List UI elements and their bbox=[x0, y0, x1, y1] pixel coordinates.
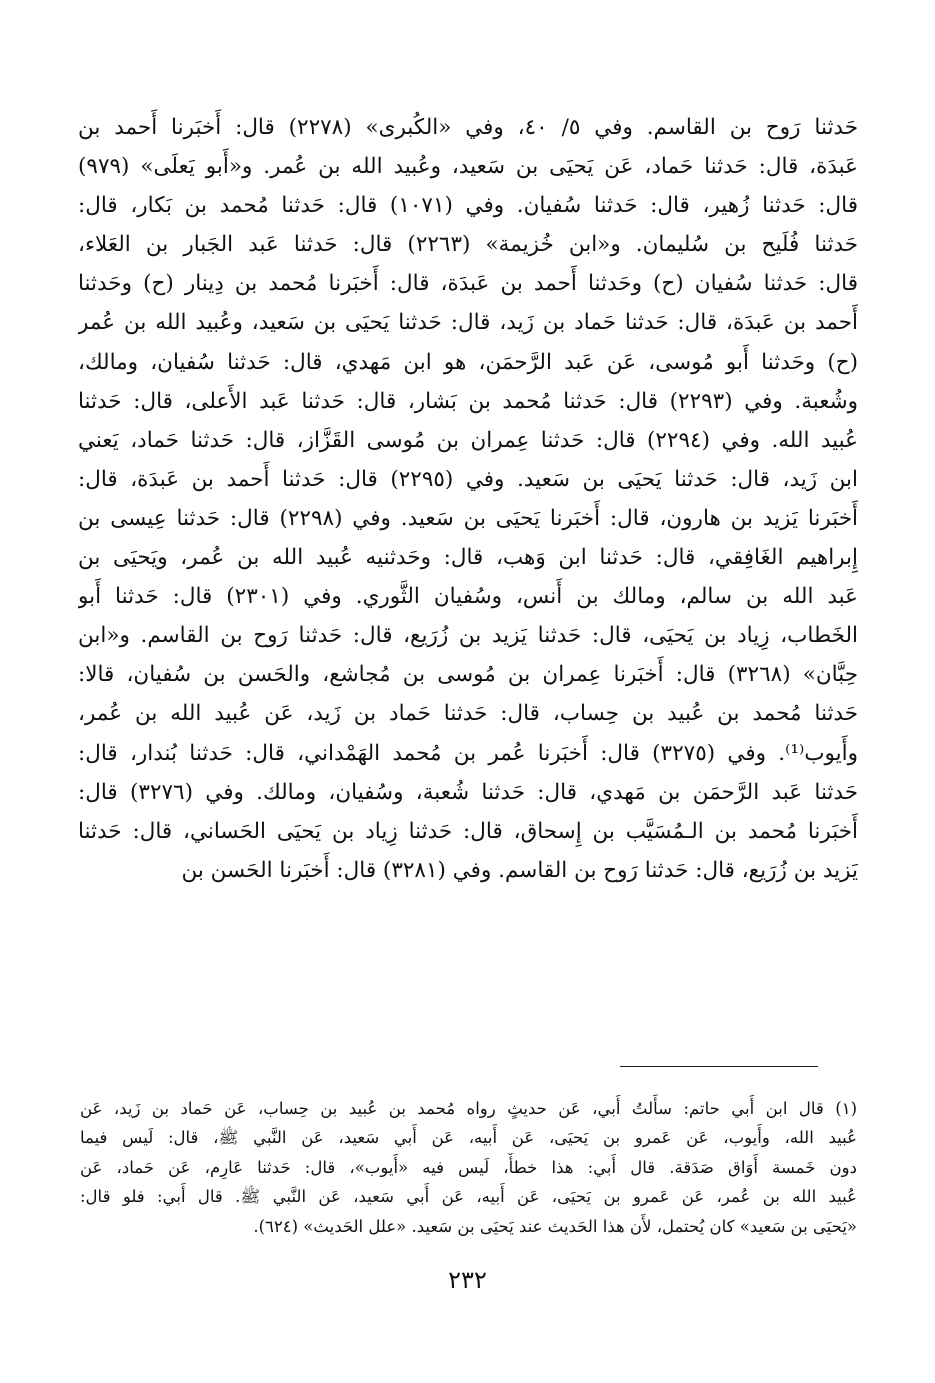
text-line: الخَطاب، زِياد بن يَحيَى، قال: حَدثنا يَزيد بن زُرَيع، قال: حَدثنا رَوح بن القاسم. و«ابن bbox=[78, 623, 858, 649]
text-line: عَبد الله بن سالم، ومالك بن أَنس، وسُفيان الثَّوري. وفي (٢٣٠١) قال: حَدثنا أَبو bbox=[78, 584, 858, 610]
text-line: وشُعبة. وفي (٢٢٩٣) قال: حَدثنا مُحمد بن بَشار، قال: حَدثنا عَبد الأَعلى، قال: حَدثنا bbox=[78, 388, 858, 414]
text-line: حِبَّان» (٣٢٦٨) قال: أَخبَرنا عِمران بن مُوسى بن مُجاشع، والحَسن بن سُفيان، قالا: bbox=[78, 662, 858, 688]
main-text bbox=[78, 108, 858, 890]
text-line: وأَيوب⁽¹⁾. وفي (٣٢٧٥) قال: أَخبَرنا عُمر بن مُحمد الهَمْداني، قال: حَدثنا بُندار، قال: bbox=[78, 740, 858, 766]
text-line: قال: حَدثنا زُهير، قال: حَدثنا سُفيان. وفي (١٠٧١) قال: حَدثنا مُحمد بن بَكار، قال: bbox=[78, 193, 858, 219]
text-line: يَزيد بن زُرَيع، قال: حَدثنا رَوح بن القاسم. وفي (٣٢٨١) قال: أَخبَرنا الحَسن بن bbox=[181, 857, 858, 883]
text-line: أَخبَرنا مُحمد بن الـمُسَيَّب بن إِسحاق، قال: حَدثنا زِياد بن يَحيَى الحَساني، قال: حَدثنا bbox=[78, 818, 858, 844]
text-line: حَدثنا عَبد الرَّحمَن بن مَهدي، قال: حَدثنا شُعبة، وسُفيان، ومالك. وفي (٣٢٧٦) قال: bbox=[78, 779, 858, 805]
text-line: عَبدَة، قال: حَدثنا حَماد، عَن يَحيَى بن سَعيد، وعُبيد الله بن عُمر. و«أَبو يَعلَى» (٩٧٩) bbox=[78, 154, 858, 180]
text-line: عُبيد الله. وفي (٢٢٩٤) قال: حَدثنا عِمران بن مُوسى القَزَّاز، قال: حَدثنا حَماد، يَعني bbox=[78, 427, 858, 453]
text-line: إِبراهيم الغَافِقي، قال: حَدثنا ابن وَهب، قال: وحَدثنيه عُبيد الله بن عُمر، ويَحيَى بن bbox=[78, 545, 858, 571]
footnote-line: دون خَمسة أَوَاق صَدَقة. قال أَبي: هذا خطأٌ، لَيس فيه «أَيوب»، قال: حَدثنا عَارِم، عَن حَماد، عَن bbox=[80, 1157, 857, 1177]
text-line: قال: حَدثنا سُفيان (ح) وحَدثنا أَحمد بن عَبدَة، قال: أَخبَرنا مُحمد بن دِينار (ح) وحَدثنا bbox=[78, 271, 858, 297]
footnote-line: (١) قال ابن أَبي حاتم: سأَلتُ أَبي، عَن حديثٍ رواه مُحمد بن عُبيد بن حِساب، عَن حَماد بن زَيد، عَن bbox=[80, 1099, 857, 1118]
text-line: ابن زَيد، قال: حَدثنا يَحيَى بن سَعيد. وفي (٢٢٩٥) قال: حَدثنا أَحمد بن عَبدَة، قال: bbox=[78, 466, 858, 492]
footnotes bbox=[80, 1094, 857, 1241]
text-line: أَخبَرنا يَزيد بن هارون، قال: أَخبَرنا يَحيَى بن سَعيد. وفي (٢٢٩٨) قال: حَدثنا عِيسى بن bbox=[78, 505, 858, 531]
text-line: حَدثنا رَوح بن القاسم. وفي ٥/ ٤٠، وفي «الكُبرى» (٢٢٧٨) قال: أَخبَرنا أَحمد بن bbox=[78, 115, 858, 140]
text-line: حَدثنا مُحمد بن عُبيد بن حِساب، قال: حَدثنا حَماد بن زَيد، عَن عُبيد الله بن عُمر، bbox=[78, 701, 858, 727]
text-line: (ح) وحَدثنا أَبو مُوسى، عَن عَبد الرَّحمَن، هو ابن مَهدي، قال: حَدثنا سُفيان، ومالك، bbox=[78, 349, 858, 375]
footnote-line: عُبيد الله بن عُمر، عَن عَمرو بن يَحيَى، عَن أَبيه، عَن أَبي سَعيد، عَن النَّبي ﷺ. قال أَبي: فلو قال: bbox=[80, 1187, 857, 1207]
footnote-line: «يَحيَى بن سَعيد» كان يُحتمل، لأَن هذا الحَديث عند يَحيَى بن سَعيد. «علل الحَديث» (٦٢٤). bbox=[253, 1216, 857, 1236]
text-line: حَدثنا فُلَيح بن سُليمان. و«ابن خُزيمة» (٢٢٦٣) قال: حَدثنا عَبد الجَبار بن العَلاء، bbox=[78, 232, 858, 258]
footnote-separator bbox=[620, 1066, 818, 1067]
page-number: ٢٣٢ bbox=[448, 1266, 487, 1294]
text-line: أَحمد بن عَبدَة، قال: حَدثنا حَماد بن زَيد، قال: حَدثنا يَحيَى بن سَعيد، وعُبيد الله بن عُمر bbox=[78, 310, 858, 336]
footnote-line: عُبيد الله، وأَيوب، عَن عَمرو بن يَحيَى، عَن أَبيه، عَن أَبي سَعيد، عَن النَّبي ﷺ، قال: لَيس فيما bbox=[80, 1128, 857, 1148]
